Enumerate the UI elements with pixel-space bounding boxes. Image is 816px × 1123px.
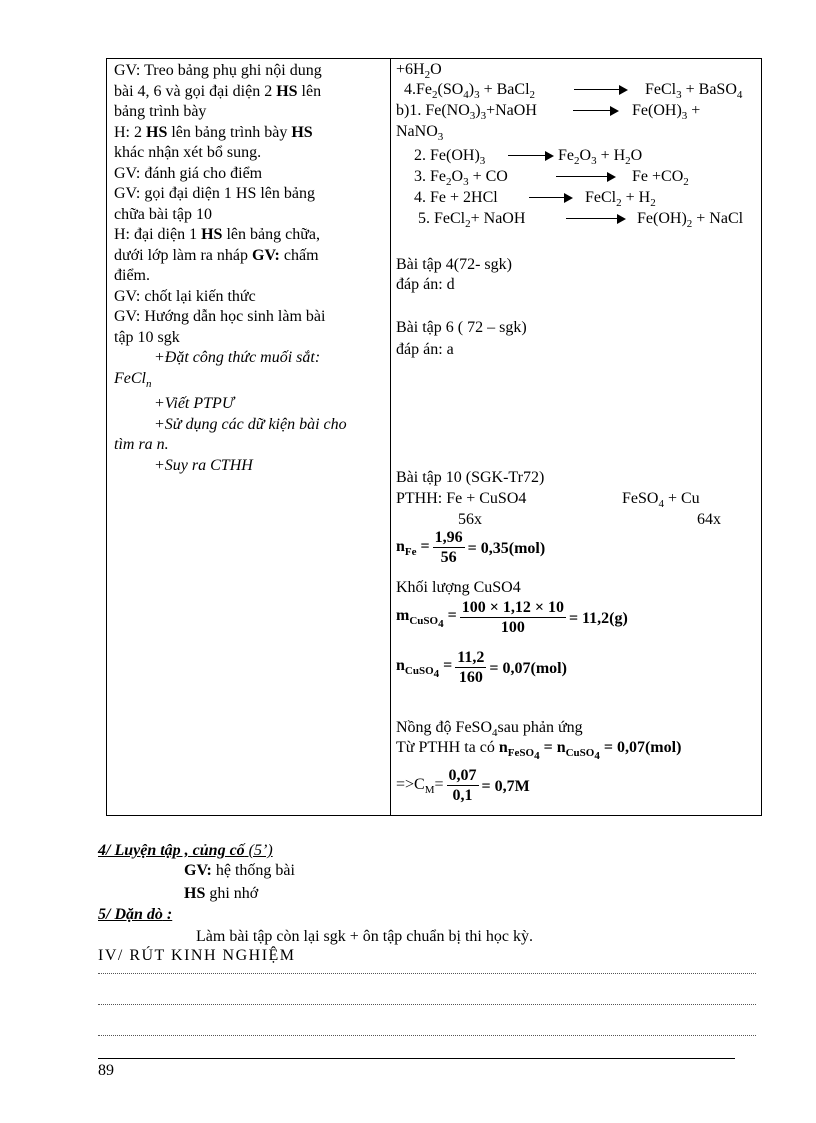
left-line: dưới lớp làm ra nháp GV: chấm (114, 246, 319, 264)
equation-line: FeCl$_3$ + BaSO$_4$ (645, 81, 743, 102)
column-divider (390, 59, 391, 815)
equation-line: $+6H_2O$ (396, 61, 442, 82)
equation-line: PTHH: Fe + CuSO4 (396, 490, 527, 507)
equation-line: 2. $Fe(OH)_3$ (414, 147, 486, 168)
lesson-table (106, 58, 762, 816)
section-label: Khối lượng CuSO4 (396, 579, 521, 596)
left-line: điểm. (114, 267, 150, 284)
exercise-title: Bài tập 6 ( 72 – sgk) (396, 319, 527, 336)
equation-line: 3. $Fe_2O_3$ + CO (414, 168, 508, 189)
left-line: khác nhận xét bổ sung. (114, 144, 262, 161)
equation-line: 5. FeCl$_2$+ NaOH (418, 210, 526, 231)
exercise-title: Bài tập 10 (SGK-Tr72) (396, 469, 545, 486)
left-line: GV: đánh giá cho điểm (114, 164, 263, 182)
reaction-arrow-icon (574, 85, 628, 95)
equation-line: $Fe(OH)_3$ + (632, 102, 701, 123)
dotted-line (98, 973, 756, 974)
left-column (114, 61, 384, 476)
left-line: GV: gọi đại diện 1 HS lên bảng (114, 185, 316, 202)
exercise-title: Bài tập 4(72- sgk) (396, 256, 512, 273)
dotted-line (98, 1035, 756, 1036)
left-line: tập 10 sgk (114, 328, 180, 346)
footer-rule (98, 1058, 735, 1059)
equation-line: 4. Fe + 2HCl (414, 189, 498, 206)
formula-mass-cuso4: $m_{CuSO_4}$ = $\frac{100 \times 1,12 \times 10}{100}$ = 11,2(g) (396, 599, 628, 636)
left-line: chữa bài tập 10 (114, 205, 212, 223)
left-line: H: đại diện 1 HS lên bảng chữa, (114, 226, 320, 243)
reaction-arrow-icon (573, 106, 619, 116)
section-4-gv: GV: hệ thống bài (184, 862, 295, 879)
equation-line: $Fe_2O_3 + H_2O$ (558, 147, 643, 168)
exercise-answer: đáp án: a (396, 341, 454, 358)
equation-line: $Fe +CO_2$ (632, 168, 689, 189)
left-line: +Suy ra CTHH (154, 456, 253, 474)
reaction-arrow-icon (529, 193, 573, 203)
section-4-hs: HS ghi nhớ (184, 885, 259, 902)
left-line: bài 4, 6 và gọi đại diện 2 HS lên (114, 82, 322, 100)
mass-value: 56x (458, 511, 482, 528)
left-line: GV: Treo bảng phụ ghi nội dung (114, 62, 322, 79)
reaction-arrow-icon (556, 172, 616, 182)
left-line: +Sử dụng các dữ kiện bài cho (154, 415, 347, 433)
equation-line: NaNO$_3$ (396, 123, 444, 144)
equation-line: $4.Fe_2(SO_4)_3$ + BaCl$_2$ (404, 81, 536, 102)
equation-line: b)1. $Fe(NO_3)_3+NaOH$ (396, 102, 537, 123)
reaction-arrow-icon (508, 151, 554, 161)
section-4-title: 4/ Luyện tập , củng cố (5’) (98, 842, 273, 859)
left-line: +Viết PTPƯ (154, 395, 234, 413)
section-5-text: Làm bài tập còn lại sgk + ôn tập chuẩn bị thi học kỳ. (196, 928, 533, 945)
page-number: 89 (98, 1062, 114, 1079)
left-line: FeCl$_n$ (114, 369, 152, 390)
reaction-arrow-icon (566, 214, 626, 224)
equation-line: $Fe(OH)_2$ + NaCl (637, 210, 744, 231)
left-line: GV: chốt lại kiến thức (114, 287, 256, 305)
formula-relation: Từ PTHH ta có $n_{FeSO_4} = n_{CuSO_4} = 0,07(mol)$ (396, 739, 682, 763)
equation-line: FeCl$_2$ + $H_2$ (585, 189, 656, 210)
formula-nfe: $n_{Fe}$ = $\frac{1,96}{56}$ = 0,35(mol) (396, 529, 546, 566)
section-label: Nồng độ FeSO$_4$sau phản ứng (396, 719, 583, 740)
formula-n-cuso4: $n_{CuSO_4}$ = $\frac{11,2}{160}$ = 0,07(mol) (396, 649, 567, 686)
left-line: +Đặt công thức muối sắt: (154, 349, 321, 366)
mass-value: 64x (697, 511, 721, 528)
left-line: bảng trình bày (114, 103, 207, 120)
left-line: tìm ra n. (114, 436, 169, 454)
left-line: GV: Hướng dẫn học sinh làm bài (114, 308, 326, 325)
section-iv-title: IV/ RÚT KINH NGHIỆM (98, 947, 296, 964)
section-5-title: 5/ Dặn dò : (98, 906, 173, 923)
left-line: H: 2 HS lên bảng trình bày HS (114, 123, 313, 141)
exercise-answer: đáp án: d (396, 276, 455, 293)
formula-concentration: $=>C_M=$ $\frac{0,07}{0,1}$ = 0,7M (396, 767, 530, 804)
dotted-line (98, 1004, 756, 1005)
equation-line: FeSO$_4$ + Cu (622, 490, 700, 511)
